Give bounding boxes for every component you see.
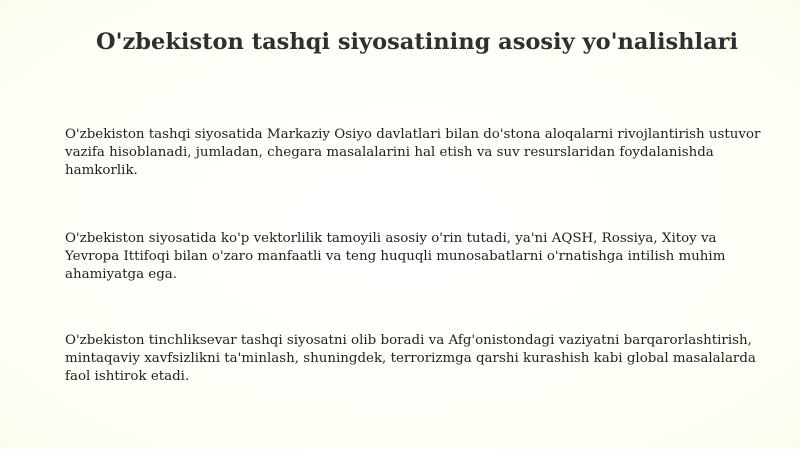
paragraph-central-asia: O'zbekiston tashqi siyosatida Markaziy Osiyo davlatlari bilan do'stona aloqalarni rivojlantirish ustuvor vazifa hisoblanadi, jumladan, chegara masalalarini hal etish va suv resurslaridan foydalanishda hamkorlik. xyxy=(65,127,761,178)
paragraph-peaceful-policy: O'zbekiston tinchliksevar tashqi siyosatni olib boradi va Afg'onistondagi vaziyatni barqarorlashtirish, mintaqaviy xavfsizlikni ta'minlash, shuningdek, terrorizmga qarshi kurashish kabi global masalalarda faol ishtirok etadi. xyxy=(65,333,756,384)
slide-title: O'zbekiston tashqi siyosatining asosiy yo'nalishlari xyxy=(96,29,739,55)
paragraph-multi-vector: O'zbekiston siyosatida ko'p vektorlilik tamoyili asosiy o'rin tutadi, ya'ni AQSH, Rossiya, Xitoy va Yevropa Ittifoqi bilan o'zaro manfaatli va teng huquqli munosabatlarni o'rnatishga intilish muhim ahamiyatga ega. xyxy=(65,231,726,282)
